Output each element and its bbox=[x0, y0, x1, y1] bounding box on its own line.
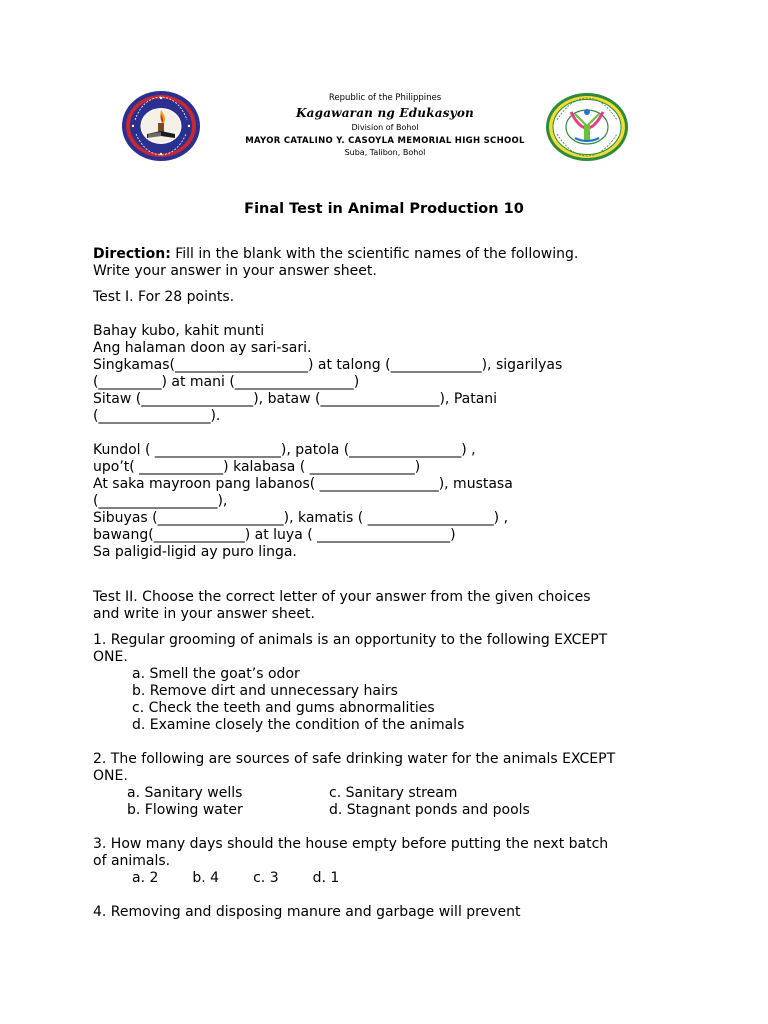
question-2: 2. The following are sources of safe drinking water for the animals EXCEPT bbox=[93, 751, 616, 767]
choice-row bbox=[93, 785, 693, 802]
department-line: Kagawaran ng Edukasyon bbox=[296, 105, 474, 120]
choice: a. Sanitary wells bbox=[127, 785, 243, 801]
question-1: 1. Regular grooming of animals is an opportunity to the following EXCEPT bbox=[93, 632, 608, 648]
school-seal-logo bbox=[545, 92, 629, 162]
song-line: Sitaw (________________), bataw (_________________), Patani bbox=[93, 391, 498, 407]
test2-heading: Test II. Choose the correct letter of your answer from the given choices bbox=[93, 589, 591, 605]
choice: b. Flowing water bbox=[127, 802, 243, 818]
choice: d. Examine closely the condition of the animals bbox=[132, 717, 465, 733]
choice: c. 3 bbox=[253, 870, 279, 886]
choice: d. 1 bbox=[312, 870, 340, 886]
song-line: Ang halaman doon ay sari-sari. bbox=[93, 340, 312, 356]
question-3: 3. How many days should the house empty before putting the next batch bbox=[93, 836, 609, 852]
question-1-cont: ONE. bbox=[93, 649, 128, 665]
school-name: MAYOR CATALINO Y. CASOYLA MEMORIAL HIGH SCHOOL bbox=[245, 135, 525, 146]
song-line: (_________) at mani (_________________) bbox=[93, 374, 360, 390]
page-title: Final Test in Animal Production 10 bbox=[244, 201, 524, 217]
test2-heading-cont: and write in your answer sheet. bbox=[93, 606, 315, 622]
direction-text-2: Write your answer in your answer sheet. bbox=[93, 263, 377, 279]
division-line: Division of Bohol bbox=[351, 122, 419, 132]
song-line: Sibuyas (__________________), kamatis ( __________________) , bbox=[93, 510, 509, 526]
song-line: Bahay kubo, kahit munti bbox=[93, 323, 265, 339]
song-line: (________________). bbox=[93, 408, 221, 424]
letterhead-text bbox=[230, 94, 540, 157]
deped-seal-logo bbox=[121, 90, 201, 162]
song-line: Singkamas(___________________) at talong (_____________), sigarilyas bbox=[93, 357, 563, 373]
choice-row bbox=[93, 870, 693, 887]
choice: c. Sanitary stream bbox=[329, 785, 458, 801]
direction-text-1: Fill in the blank with the scientific names of the following. bbox=[170, 246, 579, 262]
question-2-cont: ONE. bbox=[93, 768, 128, 784]
song-line: Sa paligid-ligid ay puro linga. bbox=[93, 544, 297, 560]
choice: b. 4 bbox=[192, 870, 220, 886]
school-address: Suba, Talibon, Bohol bbox=[344, 148, 426, 157]
song-line: (_________________), bbox=[93, 493, 228, 509]
choice: d. Stagnant ponds and pools bbox=[329, 802, 530, 818]
direction-paragraph bbox=[93, 246, 693, 263]
choice: b. Remove dirt and unnecessary hairs bbox=[132, 683, 398, 699]
question-3-cont: of animals. bbox=[93, 853, 171, 869]
song-line: bawang(_____________) at luya ( ___________________) bbox=[93, 527, 456, 543]
song-line: Kundol ( __________________), patola (________________) , bbox=[93, 442, 476, 458]
song-line: At saka mayroon pang labanos( _________________), mustasa bbox=[93, 476, 513, 492]
test-content bbox=[93, 246, 693, 921]
choice: a. 2 bbox=[132, 870, 159, 886]
letterhead bbox=[0, 90, 768, 170]
song-line: upo’t( ____________) kalabasa ( _______________) bbox=[93, 459, 421, 475]
choice-row bbox=[93, 802, 693, 819]
test1-heading: Test I. For 28 points. bbox=[93, 289, 235, 305]
republic-line: Republic of the Philippines bbox=[328, 93, 442, 103]
choice: c. Check the teeth and gums abnormalities bbox=[132, 700, 435, 716]
choice: a. Smell the goat’s odor bbox=[132, 666, 300, 682]
question-4: 4. Removing and disposing manure and garbage will prevent bbox=[93, 904, 521, 920]
direction-label: Direction: bbox=[93, 246, 171, 262]
